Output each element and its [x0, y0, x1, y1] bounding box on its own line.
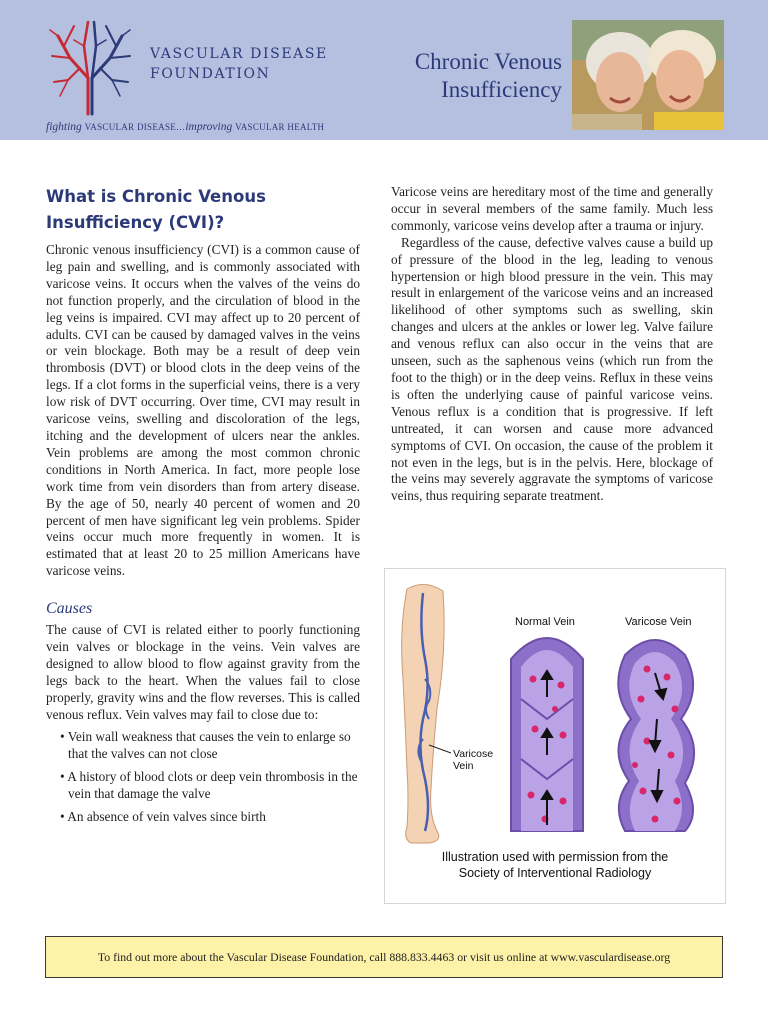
intro-paragraph: Chronic venous insufficiency (CVI) is a common cause of leg pain and swelling, and is commonly associated with varicose veins. It occurs when the valves of the veins do not function properly, and the circulation of blood in the leg veins is impaired. CVI may affect up to 20 percent of adults. CVI can be caused by damaged valves in the veins or vein blockage. Both may be a result of deep vein thrombosis (DVT) or blood clots in the deep veins of the legs. If a clot forms in the superficial veins, there is a very low risk of DVT occurring. Over time, CVI may result in varicose veins, swelling and discoloration of the legs, itching and the development of ulcers near the ankles. Vein problems are among the most common chronic conditions in North America. In fact, more people lose work time from vein disorders than from artery disease. By the age of 50, nearly 40 percent of women and 20 percent of men have significant leg vein problems. Spider veins occur much more frequently in women. It is estimated that at least 20 to 25 million Americans have varicose veins.	[46, 242, 360, 579]
org-name	[150, 44, 328, 84]
causes-heading: Causes	[46, 600, 93, 618]
document-title-line1: Chronic Venous	[414, 49, 562, 74]
seniors-photo-image	[572, 20, 724, 130]
document-title-line2: Insufficiency	[441, 77, 562, 102]
section-heading-cvi	[46, 184, 360, 236]
varicose-vein-label: Varicose Vein	[625, 616, 692, 628]
caption-line1: Illustration used with permission from the	[441, 850, 669, 864]
footer-contact-text: To find out more about the Vascular Disease Foundation, call 888.833.4463 or visit us online at www.vasculardisease.org	[97, 949, 671, 964]
regardless-paragraph: Regardless of the cause, defective valves cause a build up of pressure of the blood in the leg, leading to venous hypertension or high blood pressure in the vein. This may result in enlargement of the varicose veins and an increased likelihood of other symptoms such as swelling, skin changes and ulcers at the ankles or lower leg. Valve failure and venous reflux can also occur in the veins that are unseen, such as the saphenous veins (which run from the foot to the thigh) or in the deep veins. Reflux in these veins is often the underlying cause of painful varicose veins. Venous reflux is a condition that is progressive. If left untreated, it can worsen and cause more advanced symptoms of CVI. On occasion, the cause of the problem it not even in the legs, but is in the pelvis. Here, blockage of the veins may severely aggravate the symptoms of varicose veins, thus requiring separate treatment.	[391, 234, 713, 504]
leg-label-line1: Varicose	[453, 748, 494, 760]
vdf-logo-icon	[44, 16, 136, 116]
caption-line2: Society of Interventional Radiology	[458, 866, 652, 880]
vein-diagram	[385, 569, 725, 849]
causes-paragraph: The cause of CVI is related either to poorly functioning vein valves or blockage in the veins. Vein valves are designed to allow blood to flow against gravity from the legs back to the heart. When the values fail to close properly, gravity wins and the flow reverses. This is called venous reflux. Vein valves may fail to close due to:	[46, 622, 360, 722]
seniors-photo	[572, 20, 724, 130]
hereditary-paragraph: Varicose veins are hereditary most of the time and generally occur in several members of the same family. Much less commonly, varicose veins develop after a trauma or injury.	[391, 184, 713, 233]
tagline-part1: fighting	[46, 121, 82, 133]
tagline-part2: VASCULAR DISEASE…	[84, 122, 186, 132]
left-column	[46, 184, 360, 831]
vein-illustration	[384, 568, 726, 904]
tagline	[46, 121, 324, 133]
section-heading-line2: Insufficiency (CVI)?	[46, 213, 225, 232]
right-column	[391, 184, 713, 505]
tagline-part4: VASCULAR HEALTH	[235, 122, 325, 132]
document-title	[415, 48, 562, 104]
leg-label-line2: Vein	[453, 760, 474, 772]
causes-list	[46, 728, 360, 825]
section-heading-line1: What is Chronic Venous	[46, 187, 266, 206]
tagline-part3: improving	[185, 121, 233, 133]
org-name-line2: FOUNDATION	[150, 66, 271, 82]
header-band	[0, 0, 768, 140]
list-item: • Vein wall weakness that causes the vein to enlarge so that the valves can not close	[60, 728, 351, 761]
list-item: • A history of blood clots or deep vein thrombosis in the vein that damage the valve	[60, 768, 358, 801]
org-name-line1: VASCULAR DISEASE	[150, 46, 328, 62]
list-item: • An absence of vein valves since birth	[60, 808, 266, 824]
figure-caption	[385, 849, 725, 881]
normal-vein-label: Normal Vein	[515, 616, 575, 628]
leg-shape	[402, 584, 444, 843]
footer-contact-box	[45, 936, 723, 978]
